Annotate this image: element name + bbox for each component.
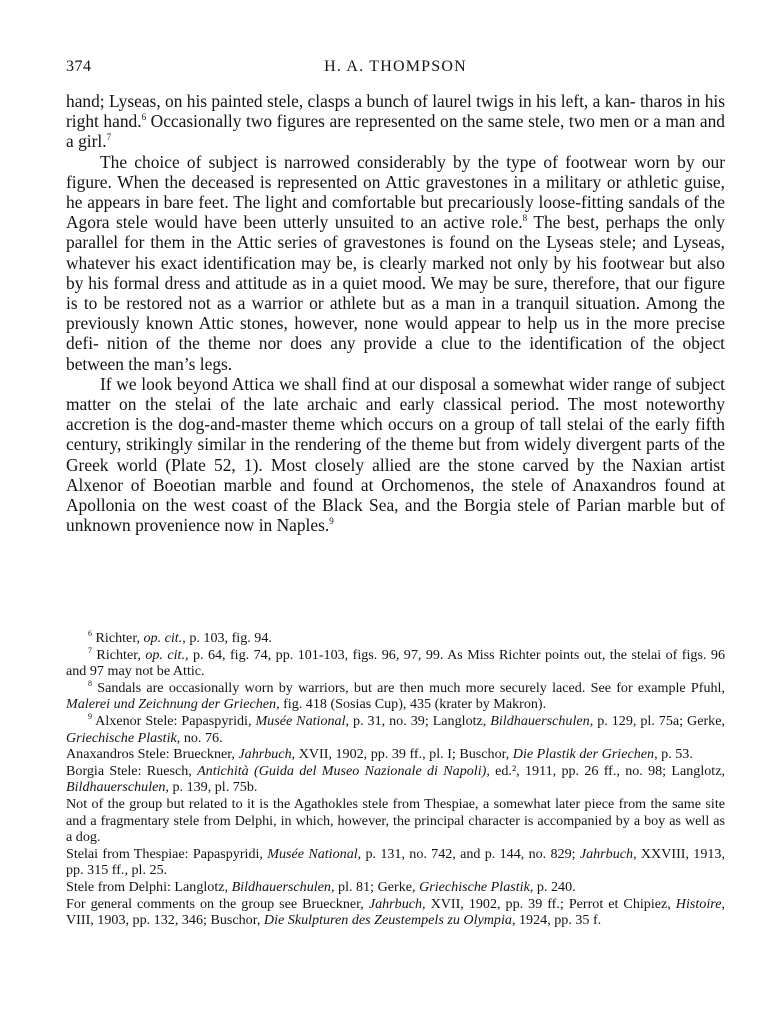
footnote-general: For general comments on the group see Brueckner, Jahrbuch, XVII, 1902, pp. 39 ff.; Perrot et Chipiez, Histoire, VIII, 1903, pp. 132, 346; Buschor, Die Skulpturen des Zeustempels zu Olympia, 1924, pp. 35 f.	[66, 895, 726, 929]
footnote-anaxandros: Anaxandros Stele: Brueckner, Jahrbuch, XVII, 1902, pp. 39 ff., pl. I; Buschor, Die Plastik der Griechen, p. 53.	[66, 746, 693, 763]
footnote-delphi: Stele from Delphi: Langlotz, Bildhauerschulen, pl. 81; Gerke, Griechische Plastik, p. 240.	[66, 878, 576, 895]
footnote-8: $^8$ Sandals are occasionally worn by warriors, but are then much more securely laced. See for example Pfuhl, Malerei und Zeichnung der Griechen, fig. 418 (Sosias Cup), 435 (krater by Makron).	[66, 678, 725, 713]
paragraph-2: The choice of subject is narrowed considerably by the type of footwear worn by our figure. When the deceased is represented on Attic gravestones in a military or athletic guise, he appears in bare feet. The light and comfortable but precariously loose-fitting sandals of the Agora stele would have been utterly unsuited to an active role.$^8$ The best, perhaps the only parallel for them in the Attic series of gravestones is found on the Lyseas stele; and Lyseas, whatever his exact identification may be, is clearly marked not only by his footwear but also by his formal dress and attitude as in a quiet mood. We may be sure, therefore, that our figure is to be restored not as a warrior or athlete but as a man in a tranquil situation. Among the previously known Attic stones, however, none would appear to help us in the more precise defi- nition of the theme nor does any provide a clue to the identification of the object between the man’s legs.	[66, 151, 725, 374]
paragraph-1: hand; Lyseas, on his painted stele, clasps a bunch of laurel twigs in his left, a kan- tharos in his right hand.$^6$ Occasionally two figures are represented on the same stele, two men or a man and a girl.$^7$	[66, 91, 725, 152]
footnote-ref-8: 8	[522, 213, 528, 224]
page-header	[66, 58, 725, 80]
footnote-ref-6: 6	[141, 112, 147, 123]
footnote-borgia: Borgia Stele: Ruesch, Antichità (Guida del Museo Nazionale di Napoli), ed.², 1911, pp. 26 ff., no. 98; Langlotz, Bildhauerschulen, p. 139, pl. 75b.	[66, 762, 725, 796]
page-number: 374	[66, 58, 92, 75]
footnote-ref-9: 9	[329, 516, 334, 527]
body-text	[66, 91, 725, 535]
footnote-6: $^6$ Richter, op. cit., p. 103, fig. 94.	[88, 629, 272, 646]
footnotes	[66, 630, 725, 929]
footnote-9: $^9$ Alxenor Stele: Papaspyridi, Musée National, p. 31, no. 39; Langlotz, Bildhauerschulen, p. 129, pl. 75a; Gerke, Griechische Plastik, no. 76.	[66, 711, 725, 746]
footnote-agathokles: Not of the group but related to it is the Agathokles stele from Thespiae, a somewhat later piece from the same site and a fragmentary stele from Delphi, in which, however, the principal character is accompanied by a boy as well as a dog.	[66, 795, 725, 846]
footnote-thespiae: Stelai from Thespiae: Papaspyridi, Musée National, p. 131, no. 742, and p. 144, no. 829; Jahrbuch, XXVIII, 1913, pp. 315 ff., pl. 25.	[66, 845, 726, 879]
paragraph-3: If we look beyond Attica we shall find at our disposal a somewhat wider range of subject matter on the stelai of the late archaic and early classical period. The most noteworthy accretion is the dog-and-master theme which occurs on a group of tall stelai of the early fifth century, strikingly similar in the rendering of the theme but from widely divergent parts of the Greek world (Plate 52, 1). Most closely allied are the stone carved by the Naxian artist Alxenor of Boeotian marble and found at Orchomenos, the stele of Anaxandros found at Apollonia on the west coast of the Black Sea, and the Borgia stele of Parian marble but of unknown provenience now in Naples.$^9$	[66, 373, 725, 536]
footnote-ref-7: 7	[106, 132, 112, 143]
footnote-7: $^7$ Richter, op. cit., p. 64, fig. 74, pp. 101-103, figs. 96, 97, 99. As Miss Richter points out, the stelai of figs. 96 and 97 may not be Attic.	[66, 645, 725, 680]
running-head: H. A. THOMPSON	[324, 58, 467, 75]
